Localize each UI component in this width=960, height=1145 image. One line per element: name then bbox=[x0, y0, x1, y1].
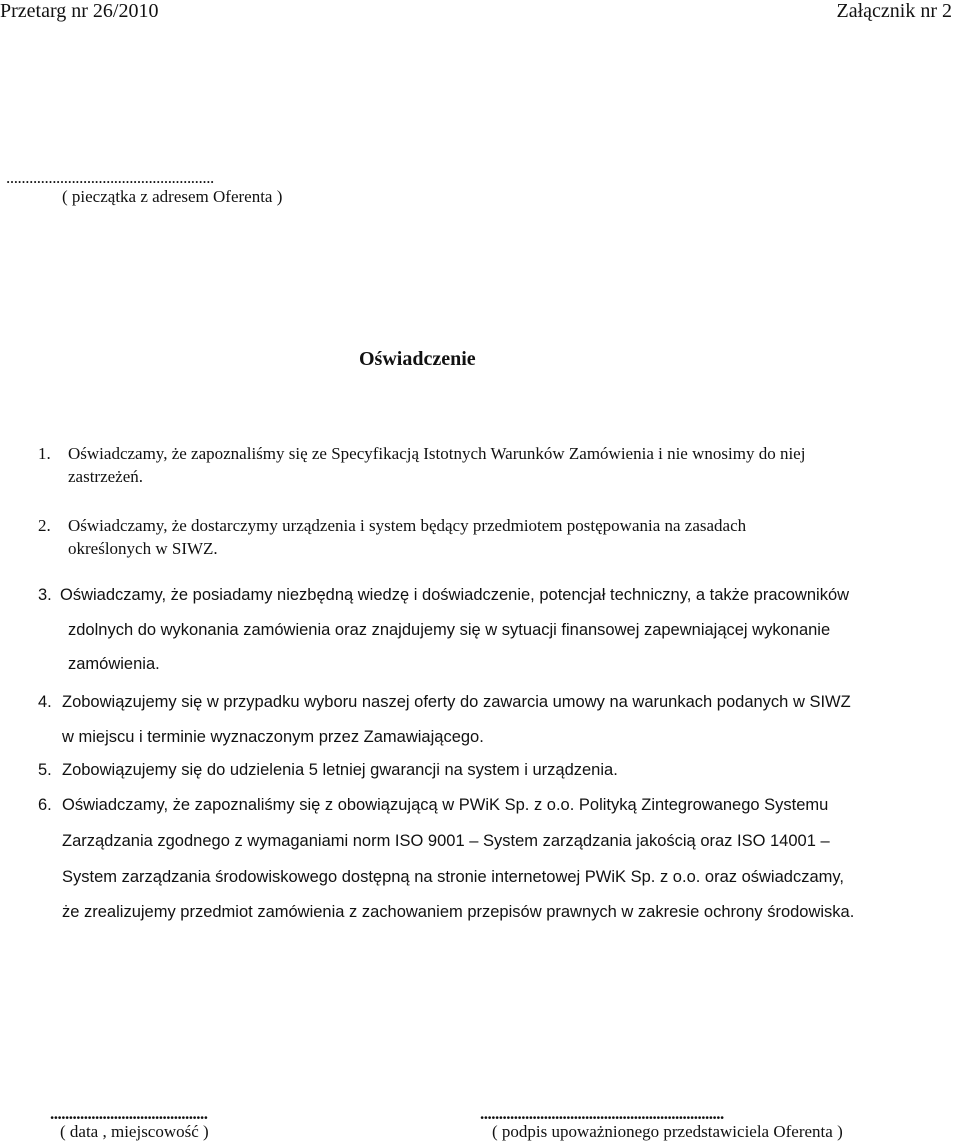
item-6-line-3: System zarządzania środowiskowego dostępną na stronie internetowej PWiK Sp. z o.o. oraz oświadczamy, bbox=[62, 868, 844, 886]
item-6-line-1: Oświadczamy, że zapoznaliśmy się z obowiązującą w PWiK Sp. z o.o. Polityką Zintegrowanego Systemu bbox=[62, 796, 829, 814]
signature-dots: ................................................................. bbox=[480, 1104, 724, 1123]
item-1-line-2: zastrzeżeń. bbox=[68, 467, 144, 486]
item-2-line-1: Oświadczamy, że dostarczymy urządzenia i system będący przedmiotem postępowania na zasadach bbox=[68, 516, 747, 535]
document-title: Oświadczenie bbox=[359, 348, 476, 370]
item-number-1: 1. bbox=[38, 444, 51, 463]
attachment-number: Załącznik nr 2 bbox=[836, 0, 952, 22]
stamp-dots: ...................................................... bbox=[6, 168, 214, 187]
item-4-line-1: Zobowiązujemy się w przypadku wyboru naszej oferty do zawarcia umowy na warunkach podanych w SIWZ bbox=[62, 693, 851, 711]
date-place-label: ( data , miejscowość ) bbox=[60, 1122, 209, 1141]
item-1-line-1: Oświadczamy, że zapoznaliśmy się ze Specyfikacją Istotnych Warunków Zamówienia i nie wnosimy do niej bbox=[68, 444, 806, 463]
item-3-line-3: zamówienia. bbox=[68, 655, 160, 673]
item-6-line-4: że zrealizujemy przedmiot zamówienia z zachowaniem przepisów prawnych w zakresie ochrony środowiska. bbox=[62, 903, 855, 921]
item-3-line-1: Oświadczamy, że posiadamy niezbędną wiedzę i doświadczenie, potencjał techniczny, a także pracowników bbox=[60, 586, 850, 604]
item-2-line-2: określonych w SIWZ. bbox=[68, 539, 218, 558]
signature-label: ( podpis upoważnionego przedstawiciela Oferenta ) bbox=[492, 1122, 843, 1141]
item-number-5: 5. bbox=[38, 761, 52, 779]
item-number-6: 6. bbox=[38, 796, 52, 814]
item-number-4: 4. bbox=[38, 693, 52, 711]
item-6-line-2: Zarządzania zgodnego z wymaganiami norm ISO 9001 – System zarządzania jakością oraz ISO 14001 – bbox=[62, 832, 830, 850]
item-number-3: 3. bbox=[38, 586, 52, 604]
item-5-line-1: Zobowiązujemy się do udzielenia 5 letniej gwarancji na system i urządzenia. bbox=[62, 761, 618, 779]
item-4-line-2: w miejscu i terminie wyznaczonym przez Zamawiającego. bbox=[62, 728, 484, 746]
date-place-dots: .......................................... bbox=[50, 1104, 208, 1123]
stamp-label: ( pieczątka z adresem Oferenta ) bbox=[62, 187, 283, 206]
tender-number: Przetarg nr 26/2010 bbox=[0, 0, 159, 22]
item-number-2: 2. bbox=[38, 516, 51, 535]
item-3-line-2: zdolnych do wykonania zamówienia oraz znajdujemy się w sytuacji finansowej zapewniającej wykonanie bbox=[68, 621, 831, 639]
